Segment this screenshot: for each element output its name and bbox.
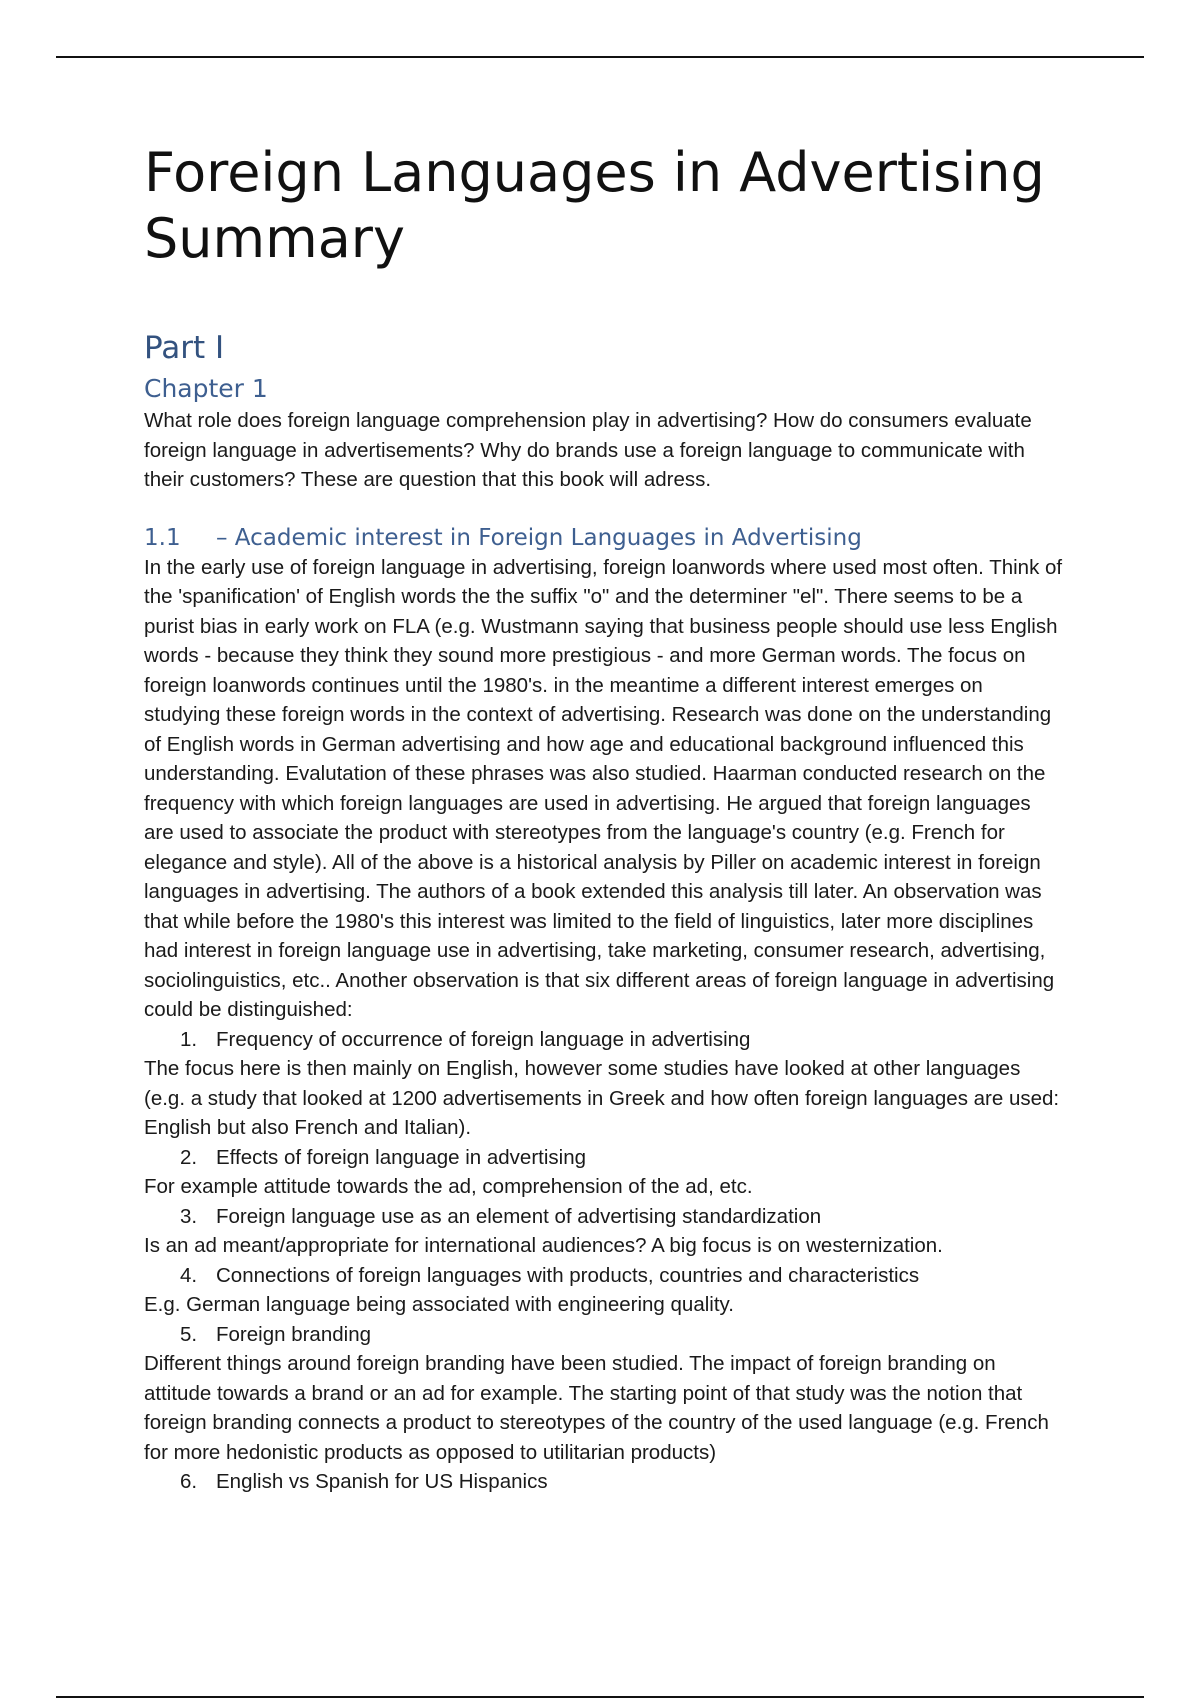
list-item-number: 4. [180,1263,198,1287]
intro-paragraph: What role does foreign language comprehension play in advertising? How do consumers evaluate foreign language in advertisements? Why do brands use a foreign language to communicate with their customers? These are question that this book will adress. [144,409,1032,491]
list-item-number: 6. [180,1470,198,1493]
list-item-label: Foreign branding [216,1322,371,1346]
list-item-note: Is an ad meant/appropriate for international audiences? A big focus is on westernization. [144,1234,943,1257]
list-item-number: 3. [180,1204,198,1228]
list-item-note: For example attitude towards the ad, comprehension of the ad, etc. [144,1175,753,1198]
list-item-number: 1. [180,1027,198,1051]
list-item-label: Connections of foreign languages with products, countries and characteristics [216,1263,920,1287]
chapter-heading: Chapter 1 [144,374,268,403]
list-item-label: Foreign language use as an element of advertising standardization [216,1204,822,1228]
list-item [144,1143,1064,1173]
list-item [144,1320,1064,1350]
list-item [144,1025,1064,1055]
section-paragraph: In the early use of foreign language in advertising, foreign loanwords where used most often. Think of the 'spanification' of English words the the suffix "o" and the determiner "el". There seems to be a purist bias in early work on FLA (e.g. Wustmann saying that business people should use less English words - because they think they sound more prestigious - and more German words. The focus on foreign loanwords continues until the 1980's. in the meantime a different interest emerges on studying these foreign words in the context of advertising. Research was done on the understanding of English words in German advertising and how age and educational background influenced this understanding. Evalutation of these phrases was also studied. Haarman conducted research on the frequency with which foreign languages are used in advertising. He argued that foreign languages are used to associate the product with stereotypes from the language's country (e.g. French for elegance and style). All of the above is a historical analysis by Piller on academic interest in foreign languages in advertising. The authors of a book extended this analysis till later. An observation was that while before the 1980's this interest was limited to the field of linguistics, later more disciplines had interest in foreign language use in advertising, take marketing, consumer research, advertising, sociolinguistics, etc.. Another observation is that six different areas of foreign language in advertising could be distinguished: [144,555,1063,1021]
document-title: Foreign Languages in Advertising Summary [144,141,1045,270]
list-item [144,1261,1064,1291]
section-title: – Academic interest in Foreign Languages in Advertising [216,524,862,551]
list-item-number: 5. [180,1322,198,1346]
part-heading: Part I [144,330,225,366]
section-number: 1.1 [144,524,181,551]
list-item-note: E.g. German language being associated with engineering quality. [144,1293,734,1316]
list-item-note: The focus here is then mainly on English, however some studies have looked at other languages (e.g. a study that looked at 1200 advertisements in Greek and how often foreign languages are used: English but also French and Italian). [144,1057,1060,1139]
section-heading [144,523,1064,553]
document-page [144,140,1064,1497]
list-item [144,1467,1064,1497]
list-item [144,1202,1064,1232]
list-item-label: Effects of foreign language in advertising [216,1145,587,1169]
list-item-label: English vs Spanish for US Hispanics [216,1470,548,1493]
top-rule [56,56,1144,58]
list-item-note: Different things around foreign branding have been studied. The impact of foreign branding on attitude towards a brand or an ad for example. The starting point of that study was the notion that foreign branding connects a product to stereotypes of the country of the used language (e.g. French for more hedonistic products as opposed to utilitarian products) [144,1352,1049,1464]
list-item-label: Frequency of occurrence of foreign language in advertising [216,1027,751,1051]
bottom-rule [56,1696,1144,1698]
list-item-number: 2. [180,1145,198,1169]
